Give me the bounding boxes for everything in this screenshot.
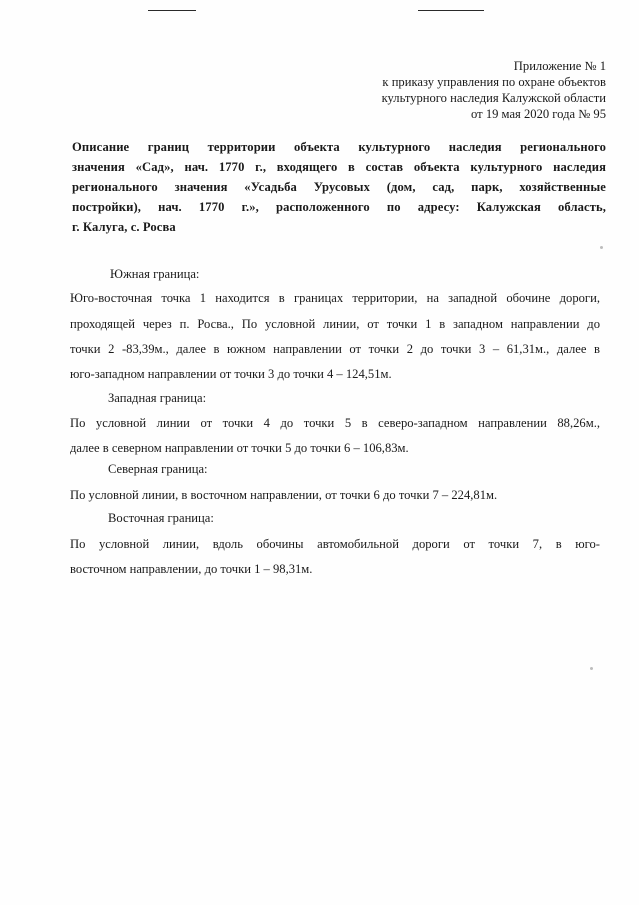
- south-boundary-text: Юго-восточная точка 1 находится в границах территории, на западной обочине дороги,: [70, 291, 600, 305]
- east-boundary-text: По условной линии, вдоль обочины автомобильной дороги от точки 7, в юго-: [70, 537, 600, 551]
- south-boundary-heading: Южная граница:: [110, 267, 200, 281]
- south-boundary-text: юго-западном направлении от точки 3 до точки 4 – 124,51м.: [70, 367, 392, 381]
- north-boundary-heading: Северная граница:: [108, 462, 208, 476]
- east-boundary-text: восточном направлении, до точки 1 – 98,31м.: [70, 562, 313, 576]
- west-boundary-heading: Западная граница:: [108, 391, 207, 405]
- title-line: регионального значения «Усадьба Урусовых (дом, сад, парк, хозяйственные: [72, 180, 606, 194]
- east-boundary-heading: Восточная граница:: [108, 511, 214, 525]
- west-boundary-text: далее в северном направлении от точки 5 до точки 6 – 106,83м.: [70, 441, 409, 455]
- scan-speck: [600, 246, 603, 249]
- scan-artifact-line: [148, 10, 196, 11]
- document-title: [72, 137, 606, 237]
- north-boundary-text: По условной линии, в восточном направлении, от точки 6 до точки 7 – 224,81м.: [70, 488, 498, 502]
- scan-artifact-line: [418, 10, 484, 11]
- title-line: Описание границ территории объекта культурного наследия регионального: [72, 140, 606, 154]
- issuing-authority: культурного наследия Калужской области: [381, 91, 606, 105]
- appendix-number: Приложение № 1: [513, 59, 606, 73]
- scan-speck: [590, 667, 593, 670]
- west-boundary-text: По условной линии от точки 4 до точки 5 в северо-западном направлении 88,26м.,: [70, 416, 600, 430]
- south-boundary-text: точки 2 -83,39м., далее в южном направлении от точки 2 до точки 3 – 61,31м., далее в: [70, 342, 600, 356]
- title-line: г. Калуга, с. Росва: [72, 220, 176, 234]
- appendix-header: [306, 58, 606, 122]
- order-reference: к приказу управления по охране объектов: [382, 75, 606, 89]
- title-line: постройки), нач. 1770 г.», расположенного по адресу: Калужская область,: [72, 200, 606, 214]
- south-boundary-text: проходящей через п. Росва., По условной линии, от точки 1 в западном направлении до: [70, 317, 600, 331]
- title-line: значения «Сад», нач. 1770 г., входящего в состав объекта культурного наследия: [72, 160, 606, 174]
- order-date: от 19 мая 2020 года № 95: [471, 107, 606, 121]
